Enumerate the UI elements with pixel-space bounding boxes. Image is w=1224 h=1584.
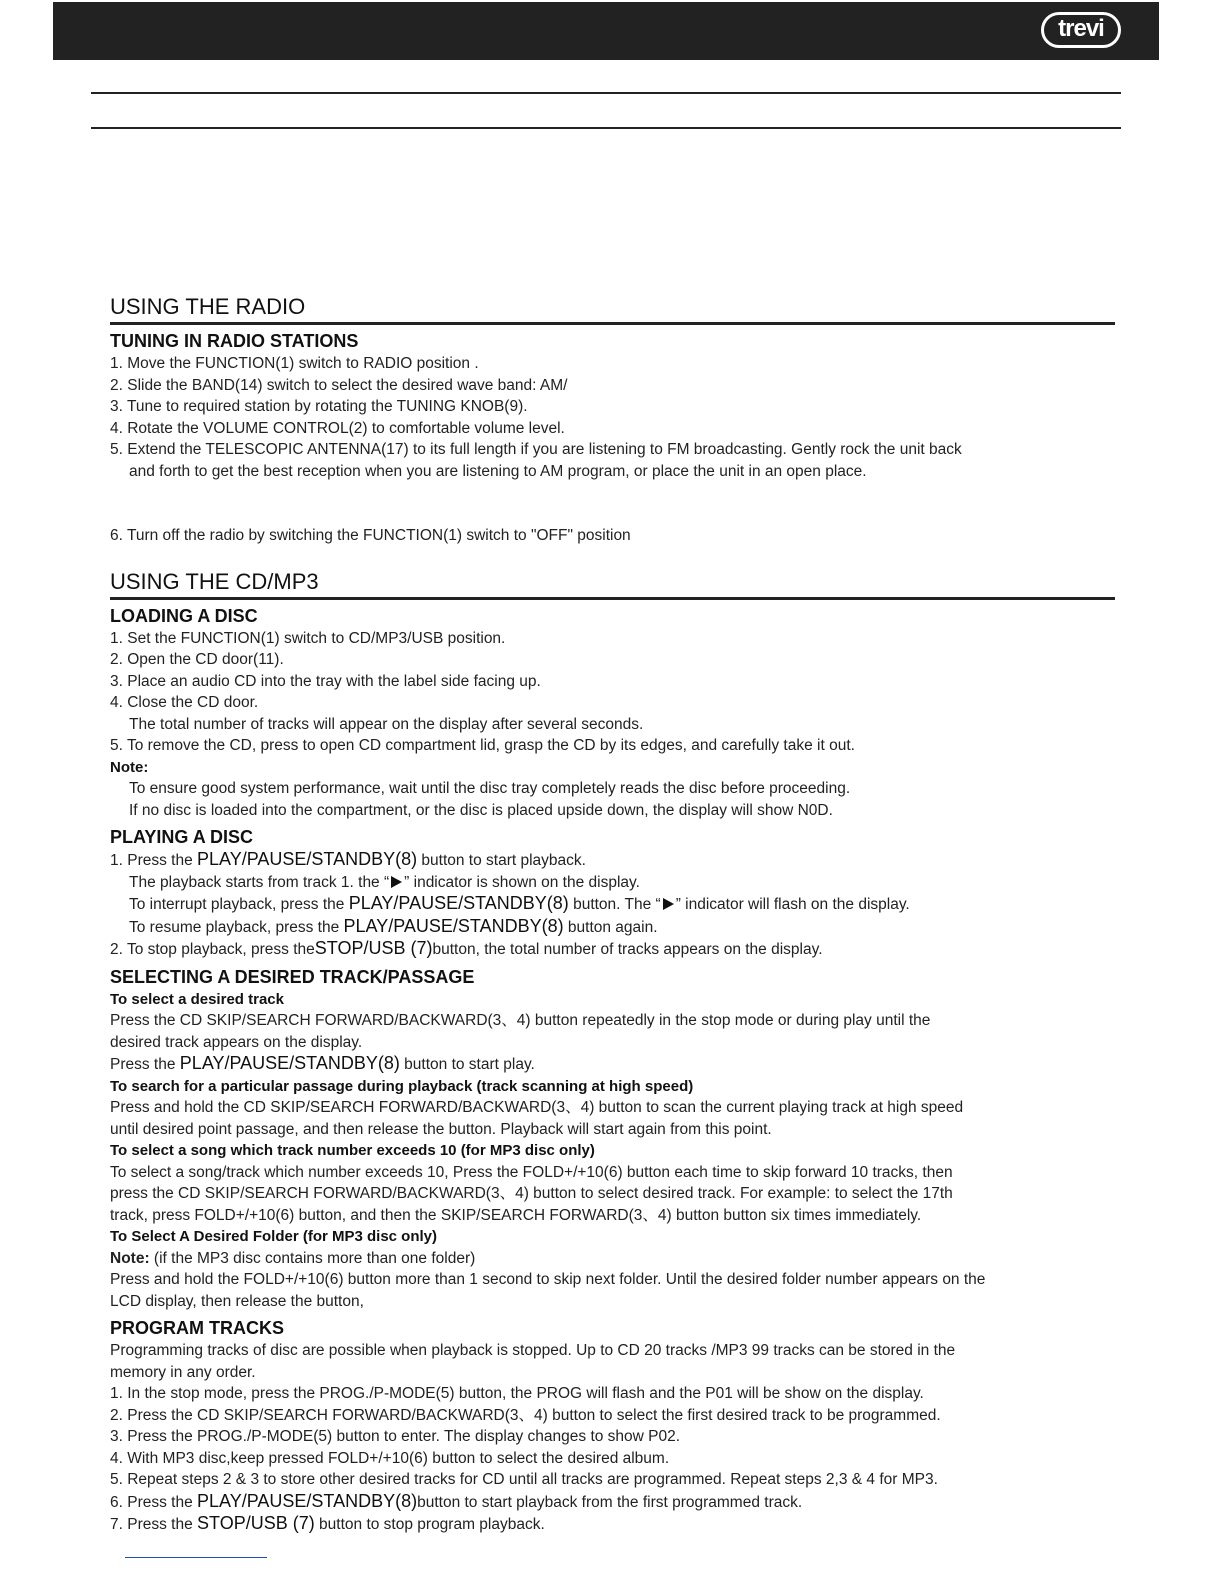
interrupt-text: To interrupt playback, press the xyxy=(129,896,345,913)
folder-text-1: Press and hold the FOLD+/+10(6) button more than 1 second to skip next folder. Until the desired folder number appears on the xyxy=(110,1271,986,1288)
playing-heading: PLAYING A DISC xyxy=(110,827,254,847)
resume-text: To resume playback, press the xyxy=(129,918,340,936)
load-step-5: 5. To remove the CD, press to open CD compartment lid, grasp the CD by its edges, and carefully take it out. xyxy=(110,737,855,754)
play-step-1-text: 1. Press the xyxy=(110,852,193,869)
header-rule-bottom xyxy=(91,127,1121,129)
play-step-1-end: button to start playback. xyxy=(421,852,586,869)
select-track-heading: To select a desired track xyxy=(110,990,284,1008)
selecting-heading: SELECTING A DESIRED TRACK/PASSAGE xyxy=(110,966,475,987)
play-pause-label: PLAY/PAUSE/STANDBY(8) xyxy=(197,1490,418,1511)
cd-section xyxy=(110,569,1115,1536)
program-step-7 xyxy=(110,1513,1115,1536)
load-note-label: Note: xyxy=(110,758,149,776)
program-step-3: 3. Press the PROG./P-MODE(5) button to enter. The display changes to show P02. xyxy=(110,1428,681,1445)
interrupt-mid: button. The “ xyxy=(573,896,661,913)
program-intro-2: memory in any order. xyxy=(110,1363,256,1381)
radio-step-2: 2. Slide the BAND(14) switch to select the desired wave band: AM/ xyxy=(110,376,568,394)
search-text-2: until desired point passage, and then release the button. Playback will start again from this point. xyxy=(110,1120,772,1138)
select-text-3 xyxy=(110,1053,1115,1076)
load-step-3: 3. Place an audio CD into the tray with the label side facing up. xyxy=(110,672,541,690)
radio-section xyxy=(110,294,1115,547)
select-text-1: Press the CD SKIP/SEARCH FORWARD/BACKWARD(3、4) button repeatedly in the stop mode or during play until the xyxy=(110,1012,931,1029)
play-step-2 xyxy=(110,938,1115,961)
folder-note-text: (if the MP3 disc contains more than one folder) xyxy=(153,1249,476,1267)
header-bar xyxy=(53,2,1159,60)
play-pause-label: PLAY/PAUSE/STANDBY(8) xyxy=(179,1053,400,1073)
load-note-2: If no disc is loaded into the compartment, or the disc is placed upside down, the display will show N0D. xyxy=(129,801,833,819)
program-6-end: button to start playback from the first programmed track. xyxy=(417,1493,803,1511)
radio-step-4: 4. Rotate the VOLUME CONTROL(2) to comfortable volume level. xyxy=(110,419,565,437)
exceeds-text-3: track, press FOLD+/+10(6) button, and then the SKIP/SEARCH FORWARD(3、4) button button six times immediately. xyxy=(110,1206,922,1224)
exceeds-text-2: press the CD SKIP/SEARCH FORWARD/BACKWARD(3、4) button to select desired track. For example: to select the 17th xyxy=(110,1185,953,1202)
search-text-1: Press and hold the CD SKIP/SEARCH FORWARD/BACKWARD(3、4) button to scan the current playing track at high speed xyxy=(110,1099,964,1116)
radio-gap xyxy=(110,482,1115,525)
select-text-2: desired track appears on the display. xyxy=(110,1033,363,1051)
interrupt-end: ” indicator will flash on the display. xyxy=(675,896,910,913)
stop-end: button, the total number of tracks appears on the display. xyxy=(432,941,823,958)
program-step-1: 1. In the stop mode, press the PROG./P-MODE(5) button, the PROG will flash and the P01 will be show on the display. xyxy=(110,1385,924,1402)
program-6-text: 6. Press the xyxy=(110,1493,193,1511)
program-intro-1: Programming tracks of disc are possible when playback is stopped. Up to CD 20 tracks /MP3 99 tracks can be stored in the xyxy=(110,1342,956,1359)
exceeds-10-heading: To select a song which track number exceeds 10 (for MP3 disc only) xyxy=(110,1142,595,1159)
load-step-2: 2. Open the CD door(11). xyxy=(110,651,284,668)
tuning-heading: TUNING IN RADIO STATIONS xyxy=(110,331,359,351)
play-step-1 xyxy=(110,849,1115,872)
footer-link-line xyxy=(125,1557,267,1558)
program-step-6 xyxy=(110,1491,1115,1514)
play-pause-label: PLAY/PAUSE/STANDBY(8) xyxy=(348,893,569,913)
program-heading: PROGRAM TRACKS xyxy=(110,1318,284,1338)
load-step-4: 4. Close the CD door. xyxy=(110,694,259,711)
select-press: Press the xyxy=(110,1056,176,1073)
play-indicator-icon xyxy=(663,898,674,910)
play-pause-label: PLAY/PAUSE/STANDBY(8) xyxy=(197,849,418,869)
play-start-end: ” indicator is shown on the display. xyxy=(404,873,640,891)
search-passage-heading: To search for a particular passage during playback (track scanning at high speed) xyxy=(110,1077,694,1095)
exceeds-text-1: To select a song/track which number exceeds 10, Press the FOLD+/+10(6) button each time to skip forward 10 tracks, then xyxy=(110,1163,953,1181)
play-interrupt xyxy=(110,893,1115,916)
program-7-end: button to stop program playback. xyxy=(319,1516,545,1533)
folder-note-label: Note: xyxy=(110,1249,150,1267)
radio-step-1: 1. Move the FUNCTION(1) switch to RADIO position . xyxy=(110,355,479,372)
folder-heading: To Select A Desired Folder (for MP3 disc only) xyxy=(110,1228,438,1245)
play-step-1-cont xyxy=(110,872,1115,894)
play-indicator-icon xyxy=(391,876,402,888)
select-press-end: button to start play. xyxy=(404,1056,535,1073)
program-step-2: 2. Press the CD SKIP/SEARCH FORWARD/BACKWARD(3、4) button to select the first desired track to be programmed. xyxy=(110,1406,941,1424)
header-rule-top xyxy=(91,92,1121,94)
radio-step-6: 6. Turn off the radio by switching the FUNCTION(1) switch to "OFF" position xyxy=(110,527,631,544)
folder-text-2: LCD display, then release the button, xyxy=(110,1292,364,1310)
resume-end: button again. xyxy=(567,918,658,936)
play-resume xyxy=(110,916,1115,939)
loading-heading: LOADING A DISC xyxy=(110,605,258,626)
radio-step-5: 5. Extend the TELESCOPIC ANTENNA(17) to its full length if you are listening to FM broadcasting. Gently rock the unit back xyxy=(110,441,962,458)
play-pause-label: PLAY/PAUSE/STANDBY(8) xyxy=(343,915,564,936)
stop-text: 2. To stop playback, press the xyxy=(110,941,315,958)
stop-usb-label: STOP/USB (7) xyxy=(197,1513,315,1533)
stop-usb-label: STOP/USB (7) xyxy=(314,938,433,958)
trevi-logo: trevi xyxy=(1041,12,1121,48)
radio-title: USING THE RADIO xyxy=(110,294,1115,325)
program-7-text: 7. Press the xyxy=(110,1516,193,1533)
manual-content xyxy=(110,294,1115,1536)
program-step-4: 4. With MP3 disc,keep pressed FOLD+/+10(6) button to select the desired album. xyxy=(110,1449,670,1467)
load-step-4-cont: The total number of tracks will appear on the display after several seconds. xyxy=(129,715,644,733)
load-step-1: 1. Set the FUNCTION(1) switch to CD/MP3/USB position. xyxy=(110,629,506,647)
radio-step-3: 3. Tune to required station by rotating the TUNING KNOB(9). xyxy=(110,398,528,415)
program-step-5: 5. Repeat steps 2 & 3 to store other desired tracks for CD until all tracks are programmed. Repeat steps 2,3 & 4 for MP3. xyxy=(110,1471,938,1488)
load-note-1: To ensure good system performance, wait until the disc tray completely reads the disc before proceeding. xyxy=(129,780,851,797)
folder-note xyxy=(110,1248,1115,1270)
cd-title: USING THE CD/MP3 xyxy=(110,569,1115,600)
radio-step-5-cont: and forth to get the best reception when you are listening to AM program, or place the unit in an open place. xyxy=(129,462,867,480)
play-start-text: The playback starts from track 1. the “ xyxy=(129,873,390,891)
